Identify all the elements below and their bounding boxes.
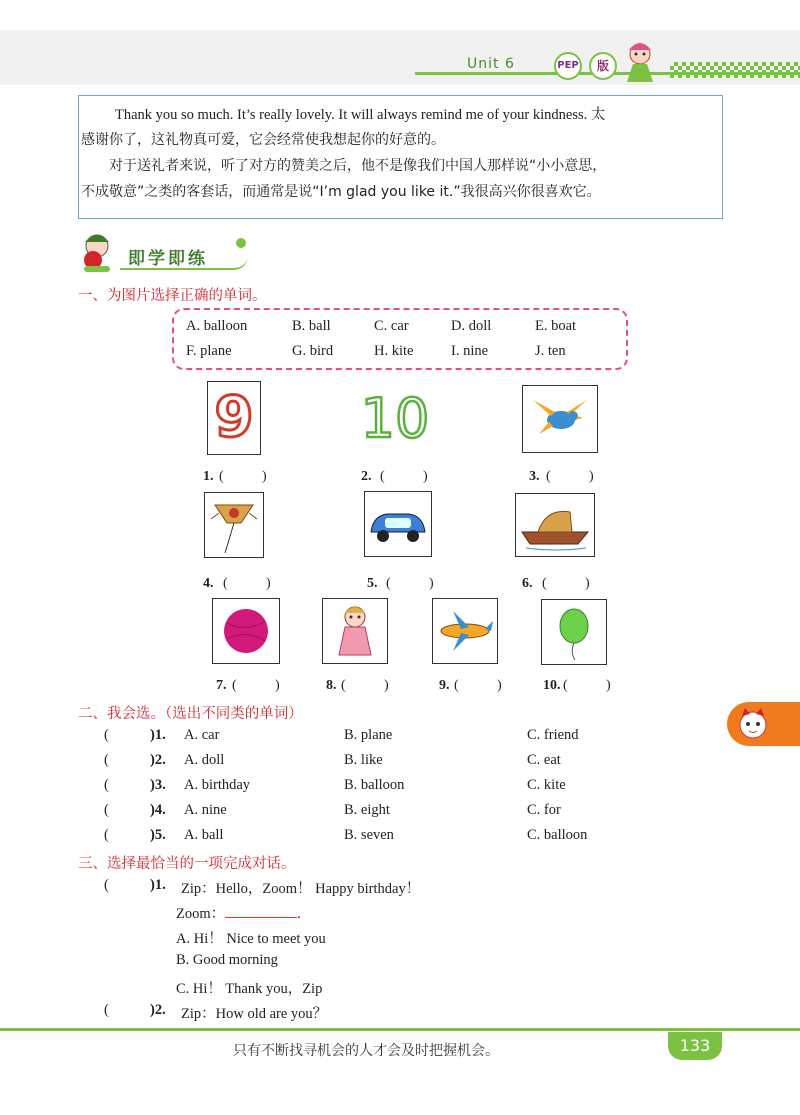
question-number: )5.: [150, 827, 166, 843]
paren-close: ): [266, 576, 271, 591]
paren-open: (: [380, 469, 385, 484]
question-number: 10.: [543, 678, 561, 693]
option-a: A. nine: [184, 802, 227, 818]
culture-note-box: [78, 95, 723, 219]
option-c: C. for: [527, 802, 561, 818]
word-option: H. kite: [374, 343, 414, 359]
paren-open: (: [563, 678, 568, 693]
answer-paren-open: (: [104, 877, 109, 893]
answer-paren-open: (: [104, 777, 109, 793]
question-number: )4.: [150, 802, 166, 818]
picture-balloon: [541, 599, 607, 665]
section1-title: 一、为图片选择正确的单词。: [78, 288, 267, 304]
question-number: 2.: [361, 469, 372, 484]
paren-close: ): [585, 576, 590, 591]
picture-doll: [322, 598, 388, 664]
answer-speaker: Zoom：: [176, 906, 226, 922]
paren-close: ): [262, 469, 267, 484]
picture-ten: [357, 386, 433, 452]
paren-close: ): [429, 576, 434, 591]
section2-title: 二、我会选。（选出不同类的单词）: [78, 706, 303, 722]
option-c: C. friend: [527, 727, 579, 743]
page-number: 133: [679, 1036, 711, 1055]
paren-close: ): [606, 678, 611, 693]
paren-open: (: [386, 576, 391, 591]
option-a: A. birthday: [184, 777, 251, 793]
answer-paren-open: (: [104, 727, 109, 743]
paren-close: ): [423, 469, 428, 484]
option-b: B. eight: [344, 802, 390, 818]
dialogue-option: B. Good morning: [176, 952, 278, 968]
paren-open: (: [232, 678, 237, 693]
dialogue-option: C. Hi！ Thank you，Zip: [176, 981, 323, 997]
car-icon: [365, 492, 431, 556]
word-option: D. doll: [451, 318, 492, 334]
answer-paren-open: (: [104, 752, 109, 768]
blank-period: .: [297, 906, 301, 922]
paren-open: (: [454, 678, 459, 693]
section3-title: 三、选择最恰当的一项完成对话。: [78, 856, 296, 872]
unit-label: Unit 6: [467, 56, 515, 72]
word-option: B. ball: [292, 318, 331, 334]
option-c: C. kite: [527, 777, 566, 793]
note-line-4: 不成敬意”之类的客套话，而通常是说“I’m glad you like it.”我很高兴你很喜欢它。: [81, 184, 601, 200]
question-number: 8.: [326, 678, 337, 693]
picture-car: [364, 491, 432, 557]
word-option: C. car: [374, 318, 409, 334]
digit-ten: 10: [360, 387, 430, 450]
word-option: G. bird: [292, 343, 334, 359]
paren-open: (: [341, 678, 346, 693]
answer-label: [176, 902, 301, 923]
balloon-icon: [542, 600, 606, 664]
word-option: E. boat: [535, 318, 577, 334]
pep-badge: PEP: [554, 52, 582, 80]
cat-mascot-icon: [735, 706, 771, 742]
paren-open: (: [223, 576, 228, 591]
note-line-2: 感谢你了，这礼物真可爱，它会经常使我想起你的好意的。: [81, 132, 445, 148]
digit-nine: 9: [214, 385, 254, 450]
option-b: B. balloon: [344, 777, 405, 793]
paren-close: ): [497, 678, 502, 693]
option-b: B. seven: [344, 827, 394, 843]
boat-icon: [516, 494, 594, 556]
plane-icon: [433, 599, 497, 663]
question-number: 6.: [522, 576, 533, 591]
green-dot-icon: [234, 236, 248, 250]
option-a: A. car: [184, 727, 220, 743]
bird-icon: [523, 386, 597, 452]
paren-open: (: [546, 469, 551, 484]
question-number: 5.: [367, 576, 378, 591]
girl-mascot-icon: [615, 36, 665, 84]
option-b: B. plane: [344, 727, 393, 743]
answer-blank[interactable]: [225, 903, 297, 918]
paren-close: ): [384, 678, 389, 693]
answer-paren-open: (: [104, 1002, 109, 1018]
answer-paren-open: (: [104, 802, 109, 818]
note-line-1: Thank you so much. It’s really lovely. It will always remind me of your kindness. 太: [115, 107, 606, 123]
answer-paren-open: (: [104, 827, 109, 843]
picture-bird: [522, 385, 598, 453]
picture-nine: [207, 381, 261, 455]
paren-close: ): [275, 678, 280, 693]
question-number: 1.: [203, 469, 214, 484]
picture-ball: [212, 598, 280, 664]
question-number: 7.: [216, 678, 227, 693]
question-number: 3.: [529, 469, 540, 484]
note-line-3: 对于送礼者来说，听了对方的赞美之后，他不是像我们中国人那样说“小小意思，: [109, 158, 607, 174]
kite-icon: [205, 493, 263, 557]
option-a: A. doll: [184, 752, 225, 768]
header-checker-decoration: [670, 62, 800, 78]
picture-kite: [204, 492, 264, 558]
question-number: )1.: [150, 727, 166, 743]
footer-motto: 只有不断找寻机会的人才会及时把握机会。: [233, 1043, 499, 1059]
picture-plane: [432, 598, 498, 664]
doll-icon: [323, 599, 387, 663]
question-number: )2.: [150, 1002, 166, 1018]
edition-badge: 版: [589, 52, 617, 80]
question-number: )3.: [150, 777, 166, 793]
question-number: 4.: [203, 576, 214, 591]
dialogue-prompt: Zip：Hello，Zoom！ Happy birthday！: [181, 881, 421, 897]
footer-rule: [0, 1028, 800, 1031]
practice-title: 即学即练: [128, 249, 208, 269]
option-b: B. like: [344, 752, 383, 768]
option-a: A. ball: [184, 827, 224, 843]
question-number: )2.: [150, 752, 166, 768]
option-c: C. balloon: [527, 827, 588, 843]
option-c: C. eat: [527, 752, 561, 768]
question-number: )1.: [150, 877, 166, 893]
word-option: F. plane: [186, 343, 232, 359]
paren-open: (: [219, 469, 224, 484]
dialogue-option: A. Hi！ Nice to meet you: [176, 931, 326, 947]
word-option: J. ten: [535, 343, 566, 359]
paren-close: ): [589, 469, 594, 484]
ball-icon: [213, 599, 279, 663]
word-option: A. balloon: [186, 318, 248, 334]
dialogue-prompt: Zip：How old are you？: [181, 1006, 328, 1022]
question-number: 9.: [439, 678, 450, 693]
child-mascot-icon: [76, 230, 118, 274]
picture-boat: [515, 493, 595, 557]
word-option: I. nine: [451, 343, 489, 359]
paren-open: (: [542, 576, 547, 591]
